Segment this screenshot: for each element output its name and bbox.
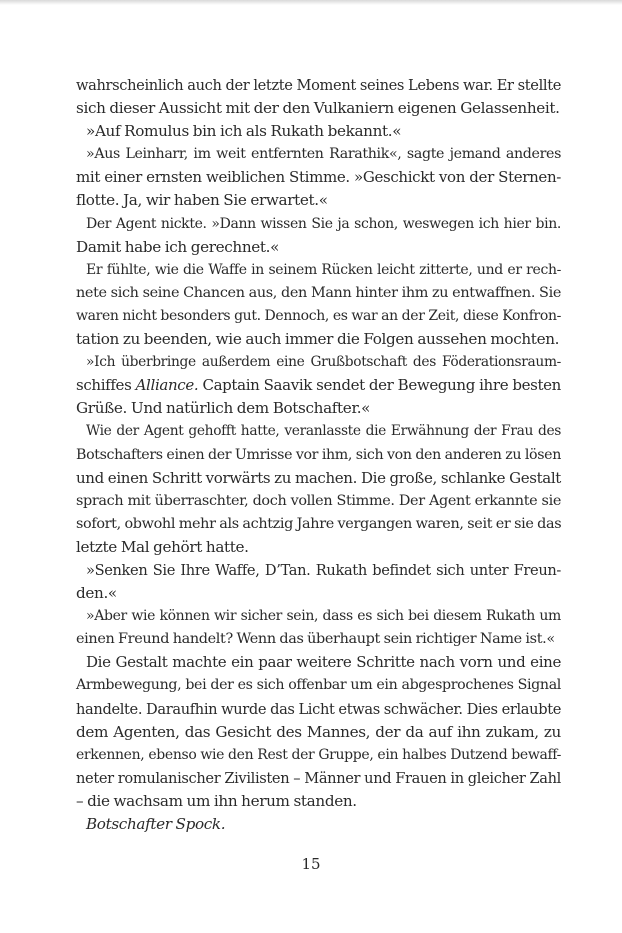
text-line: Botschafters einen der Umrisse vor ihm, sich von den anderen zu lösen [76,446,561,463]
text-line: nete sich seine Chancen aus, den Mann hinter ihm zu entwaffnen. Sie [76,284,561,301]
book-page-text [76,74,561,836]
text-line: wahrscheinlich auch der letzte Moment seines Lebens war. Er stellte [76,77,561,94]
text-line: Damit habe ich gerechnet.« [76,237,280,256]
page-number: 15 [301,855,321,873]
text-line: Der Agent nickte. »Dann wissen Sie ja schon, weswegen ich hier bin. [86,215,561,232]
text-line: Grüße. Und natürlich dem Botschafter.« [76,399,371,418]
text-line: Wie der Agent gehofft hatte, veranlasste die Erwähnung der Frau des [86,423,561,440]
text-line: »Ich überbringe außerdem eine Grußbotschaft des Föderationsraum- [86,354,561,371]
text-line: tation zu beenden, wie auch immer die Folgen aussehen mochten. [76,330,560,349]
text-line-italic: Botschafter Spock. [86,815,226,833]
text-line: einen Freund handelt? Wenn das überhaupt sein richtiger Name ist.« [76,631,555,648]
text-line: dem Agenten, das Gesicht des Mannes, der da auf ihn zukam, zu [76,722,561,741]
text-line: waren nicht besonders gut. Dennoch, es war an der Zeit, diese Konfron- [76,307,561,324]
text-line: und einen Schritt vorwärts zu machen. Die große, schlanke Gestalt [76,468,561,487]
text-line: »Aber wie können wir sicher sein, dass es sich bei diesem Rukath um [86,608,561,625]
text-line: sich dieser Aussicht mit der den Vulkaniern eigenen Gelassenheit. [76,99,560,118]
text-line: Armbewegung, bei der es sich offenbar um ein abgesprochenes Signal [76,677,561,694]
text-line: sofort, obwohl mehr als achtzig Jahre vergangen waren, seit er sie das [76,515,562,532]
text-line: »Auf Romulus bin ich als Rukath bekannt.« [86,122,402,141]
ship-name: Alliance. [135,376,199,395]
text-fragment: schiffes [76,376,136,395]
text-line: »Aus Leinharr, im weit entfernten Rarathik«, sagte jemand anderes [86,146,561,163]
text-line: »Senken Sie Ihre Waffe, D’Tan. Rukath befindet sich unter Freun- [86,561,561,579]
text-line: – die wachsam um ihn herum standen. [76,791,357,810]
text-line: letzte Mal gehört hatte. [76,537,249,556]
top-edge-shadow [0,0,622,5]
text-line: erkennen, ebenso wie den Rest der Gruppe, ein halbes Dutzend bewaff- [76,746,561,763]
text-line: mit einer ernsten weiblichen Stimme. »Geschickt von der Sternen- [76,168,561,187]
text-line [76,374,561,397]
text-line: handelte. Daraufhin wurde das Licht etwas schwächer. Dies erlaubte [76,700,561,718]
text-line: sprach mit überraschter, doch vollen Stimme. Der Agent erkannte sie [76,492,561,509]
text-line: Die Gestalt machte ein paar weitere Schritte nach vorn und eine [86,653,561,672]
text-line: den.« [76,584,117,603]
text-line: Er fühlte, wie die Waffe in seinem Rücken leicht zitterte, und er rech- [86,261,561,278]
text-line: flotte. Ja, wir haben Sie erwartet.« [76,191,328,210]
text-line: neter romulanischer Zivilisten – Männer und Frauen in gleicher Zahl [76,769,561,787]
text-fragment: Captain Saavik sendet der Bewegung ihre besten [198,376,561,395]
